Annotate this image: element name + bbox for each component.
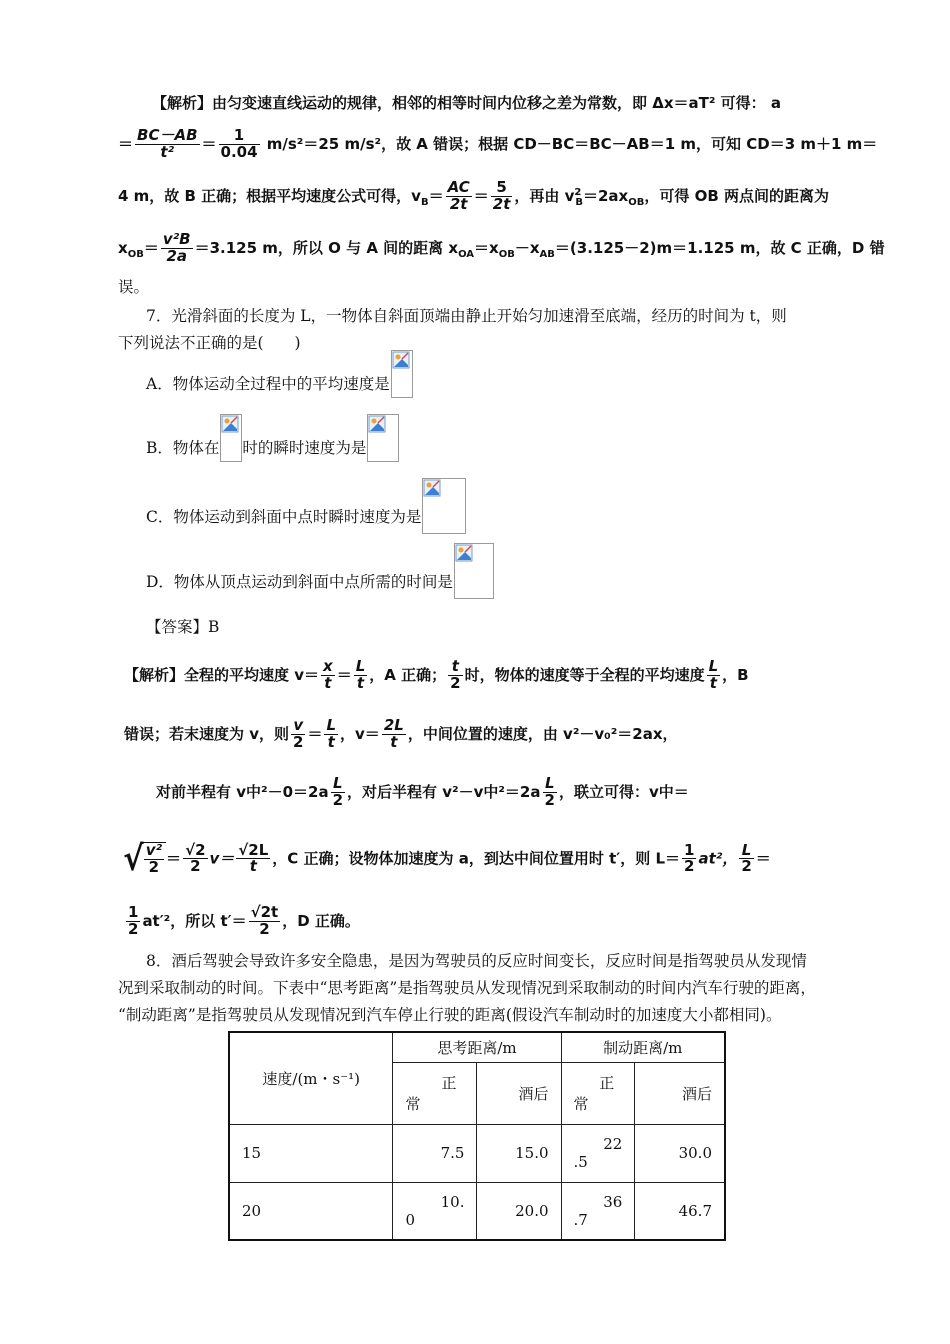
think-drunk-cell: 15.0 — [477, 1124, 561, 1182]
q7-option-c — [146, 502, 466, 534]
drunk-subheader: 酒后 — [635, 1062, 725, 1124]
text: 正 — [441, 1074, 457, 1092]
brake-drunk-cell: 30.0 — [635, 1124, 725, 1182]
broken-image-icon — [454, 543, 494, 599]
denominator: 2 — [259, 919, 270, 938]
table-header-row — [229, 1032, 725, 1062]
analysis2-line5 — [124, 905, 360, 938]
denominator: 2 — [293, 732, 304, 751]
denominator: 2 — [128, 919, 139, 938]
numerator: 1 — [128, 903, 139, 921]
numerator: L — [355, 657, 366, 675]
denominator: t — [324, 673, 332, 692]
text: m/s²＝25 m/s²，故 A 错误；根据 CD－BC＝BC－AB＝1 m，可知 CD＝3 m＋1 m＝ — [261, 134, 878, 153]
brake-drunk-cell: 46.7 — [635, 1182, 725, 1240]
think-normal-cell: 7.5 — [393, 1124, 477, 1182]
denominator: 2 — [148, 857, 160, 876]
option-a-text: A．物体运动全过程中的平均速度是 — [146, 375, 390, 393]
denominator: t² — [160, 142, 175, 161]
analysis1-line4: $x_{OB}=$ $\frac{\text{v²B}}{2a}$ ＝3.125 m，所以 O 与 A 间的距离 $x_{OA}=x_{OB}-x_{AB}=(3.125-2)m=1.125$ m，故 C 正确，D 错 — [118, 230, 885, 265]
text: v＝ — [209, 849, 235, 868]
option-b-text: B．物体在 — [146, 439, 220, 457]
drunk-subheader: 酒后 — [477, 1062, 561, 1124]
fraction — [291, 718, 305, 751]
numerator: v²B — [162, 230, 191, 248]
image-thumbnail-icon — [455, 544, 473, 562]
denominator: 2a — [166, 246, 187, 265]
denominator: 2 — [741, 857, 752, 876]
denominator: 2 — [450, 673, 461, 692]
numerator: v — [291, 718, 305, 735]
numerator: AC — [447, 178, 470, 196]
text: 时，物体的速度等于全程的平均速度 — [464, 665, 705, 684]
speed-cell: 20 — [229, 1182, 393, 1240]
table-row — [229, 1182, 725, 1240]
square-root — [122, 838, 166, 879]
text: .7 — [573, 1210, 588, 1229]
text: 22 — [603, 1135, 623, 1153]
broken-image-icon — [367, 414, 399, 462]
image-thumbnail-icon — [423, 479, 441, 497]
denominator: t — [390, 732, 398, 751]
text: ＝ — [307, 724, 323, 743]
numerator: 1 — [219, 128, 260, 145]
text: ，A 正确； — [369, 665, 447, 684]
brake-normal-cell — [561, 1182, 635, 1240]
speed-header: 速度/(m・s⁻¹) — [229, 1032, 393, 1124]
q8-paragraph-line2: 况到采取制动的时间。下表中“思考距离”是指驾驶员从发现情况到采取制动的时间内汽车行驶的距离， — [118, 979, 816, 997]
text: ＝ — [118, 134, 134, 153]
text: 常 — [573, 1095, 589, 1113]
fraction — [236, 840, 270, 876]
text: 【解析】全程的平均速度 v＝ — [124, 665, 320, 684]
numerator: x — [323, 657, 333, 675]
text: ＝ — [336, 665, 352, 684]
text: at′²，所以 t′＝ — [142, 911, 247, 930]
text: ，B — [722, 665, 749, 684]
q7-option-a — [146, 372, 413, 398]
text: ＝ — [755, 849, 771, 868]
fraction — [448, 659, 462, 692]
numerator: 5 — [491, 180, 513, 197]
image-thumbnail-icon — [221, 415, 239, 433]
q7-stem-line1: 7．光滑斜面的长度为 L，一物体自斜面顶端由静止开始匀加速滑至底端，经历的时间为 t，则 — [146, 307, 787, 325]
text: 对前半程有 v中²－0＝2a — [156, 782, 329, 801]
q7-option-d — [146, 567, 494, 599]
option-b-text-2: 时的瞬时速度为是 — [242, 439, 367, 457]
numerator: L — [739, 843, 753, 860]
denominator: 2 — [332, 790, 344, 809]
text: 0 — [405, 1210, 415, 1229]
text: x — [118, 238, 128, 257]
fraction — [161, 232, 193, 265]
speed-cell: 15 — [229, 1124, 393, 1182]
q7-stem-line2: 下列说法不正确的是( ) — [118, 334, 301, 352]
analysis2-line3 — [156, 776, 689, 809]
denominator: t — [327, 732, 335, 751]
numerator: L — [326, 716, 337, 734]
text: ＝ — [201, 134, 217, 153]
q8-paragraph-line1: 8．酒后驾驶会导致许多安全隐患，是因为驾驶员的反应时间变长，反应时间是指驾驶员从发现情 — [146, 952, 807, 970]
numerator: √2 — [185, 840, 206, 859]
analysis1-line5: 误。 — [118, 278, 150, 296]
text: ，v＝ — [340, 724, 380, 743]
fraction — [144, 843, 164, 876]
fraction — [354, 659, 368, 692]
text: 常 — [405, 1095, 421, 1113]
text: ，联立可得：v中＝ — [558, 782, 689, 801]
fraction — [446, 180, 472, 213]
text: at²， — [698, 849, 738, 868]
numerator: L — [708, 657, 719, 675]
brake-distance-header: 制动距离/m — [561, 1032, 725, 1062]
think-distance-header: 思考距离/m — [393, 1032, 561, 1062]
text: ＝(3.125－2)m＝1.125 m，故 C 正确，D 错 — [554, 238, 885, 257]
broken-image-icon — [391, 350, 413, 398]
broken-image-icon — [422, 478, 466, 534]
q7-answer: 【答案】B — [146, 618, 220, 636]
denominator: 2t — [449, 194, 468, 213]
braking-data-table — [228, 1031, 726, 1241]
analysis1-line3: 4 m，故 B 正确；根据平均速度公式可得，$v_B=$ $\frac{AC}{2t}$ ＝ $\frac{5}{2t}$ ，再由 $v^2_B=2ax_{OB}$，可得 OB 两点间的距离为 — [118, 178, 829, 213]
fraction — [382, 718, 406, 751]
subscript: B — [420, 196, 429, 208]
numerator: 1 — [684, 840, 695, 859]
brake-normal-cell — [561, 1124, 635, 1182]
q7-option-b — [146, 436, 399, 462]
analysis2-line4 — [122, 838, 771, 879]
numerator: t — [448, 659, 462, 676]
normal-subheader — [561, 1062, 635, 1124]
fraction — [682, 840, 696, 876]
analysis1-line1: 【解析】由匀变速直线运动的规律，相邻的相等时间内位移之差为常数，即 Δx＝aT² 可得： a — [152, 94, 782, 112]
radical-sign: √ — [123, 838, 144, 879]
numerator: L — [331, 776, 345, 793]
text: ＝2ax — [582, 186, 629, 205]
denominator: 2 — [684, 857, 695, 876]
text: 36 — [603, 1192, 623, 1211]
fraction — [491, 180, 513, 213]
option-d-text: D．物体从顶点运动到斜面中点所需的时间是 — [146, 573, 453, 591]
denominator: 2t — [492, 194, 511, 213]
denominator: t — [249, 857, 257, 876]
text: ，D 正确。 — [282, 911, 360, 930]
numerator: L — [543, 776, 557, 793]
denominator: 2 — [544, 790, 555, 809]
text: －x — [514, 238, 540, 257]
text: 正 — [599, 1074, 615, 1092]
numerator: v² — [145, 841, 163, 859]
think-normal-cell — [393, 1182, 477, 1240]
fraction — [183, 840, 207, 876]
fraction — [543, 776, 557, 809]
option-c-text: C．物体运动到斜面中点时瞬时速度为是 — [146, 508, 422, 526]
table-row — [229, 1124, 725, 1182]
numerator: √2L — [238, 840, 269, 859]
numerator: 2L — [383, 716, 404, 734]
fraction — [324, 718, 338, 751]
text: .5 — [573, 1153, 588, 1171]
text: ＝x — [474, 238, 499, 257]
fraction — [707, 659, 721, 692]
image-thumbnail-icon — [392, 351, 410, 369]
text: 错误；若末速度为 v，则 — [124, 724, 290, 743]
analysis1-line2 — [118, 128, 877, 161]
fraction — [219, 128, 260, 161]
text: ，再由 v — [514, 186, 575, 205]
broken-image-icon — [220, 414, 242, 462]
fraction — [331, 776, 345, 809]
text: ＝ — [428, 186, 444, 205]
text: ＝ — [166, 849, 182, 868]
analysis2-line2 — [124, 718, 678, 751]
text: 10. — [440, 1192, 465, 1211]
think-drunk-cell: 20.0 — [477, 1182, 561, 1240]
analysis2-line1 — [124, 659, 749, 692]
denominator: t — [709, 673, 717, 692]
text: ，中间位置的速度，由 v²－v₀²＝2ax， — [407, 724, 678, 743]
numerator: BC－AB — [137, 126, 198, 144]
denominator: 0.04 — [220, 142, 258, 161]
denominator: t — [356, 673, 365, 692]
numerator: √2t — [250, 903, 279, 921]
image-thumbnail-icon — [368, 415, 386, 433]
fraction — [126, 905, 140, 938]
fraction — [321, 659, 335, 692]
text: ，可得 OB 两点间的距离为 — [644, 186, 829, 205]
text: 4 m，故 B 正确；根据平均速度公式可得，v — [118, 186, 421, 205]
text: ＝3.125 m，所以 O 与 A 间的距离 x — [194, 238, 459, 257]
fraction — [249, 905, 281, 938]
text: ，C 正确；设物体加速度为 a，到达中间位置用时 t′，则 L＝ — [272, 849, 681, 868]
q8-paragraph-line3: “制动距离”是指驾驶员从发现情况到汽车停止行驶的距离(假设汽车制动时的加速度大小都相同)。 — [118, 1006, 782, 1024]
text: ＝ — [473, 186, 489, 205]
fraction — [135, 128, 199, 161]
normal-subheader — [393, 1062, 477, 1124]
fraction — [739, 840, 753, 876]
text: ，对后半程有 v²－v中²＝2a — [347, 782, 541, 801]
denominator: 2 — [190, 857, 201, 876]
